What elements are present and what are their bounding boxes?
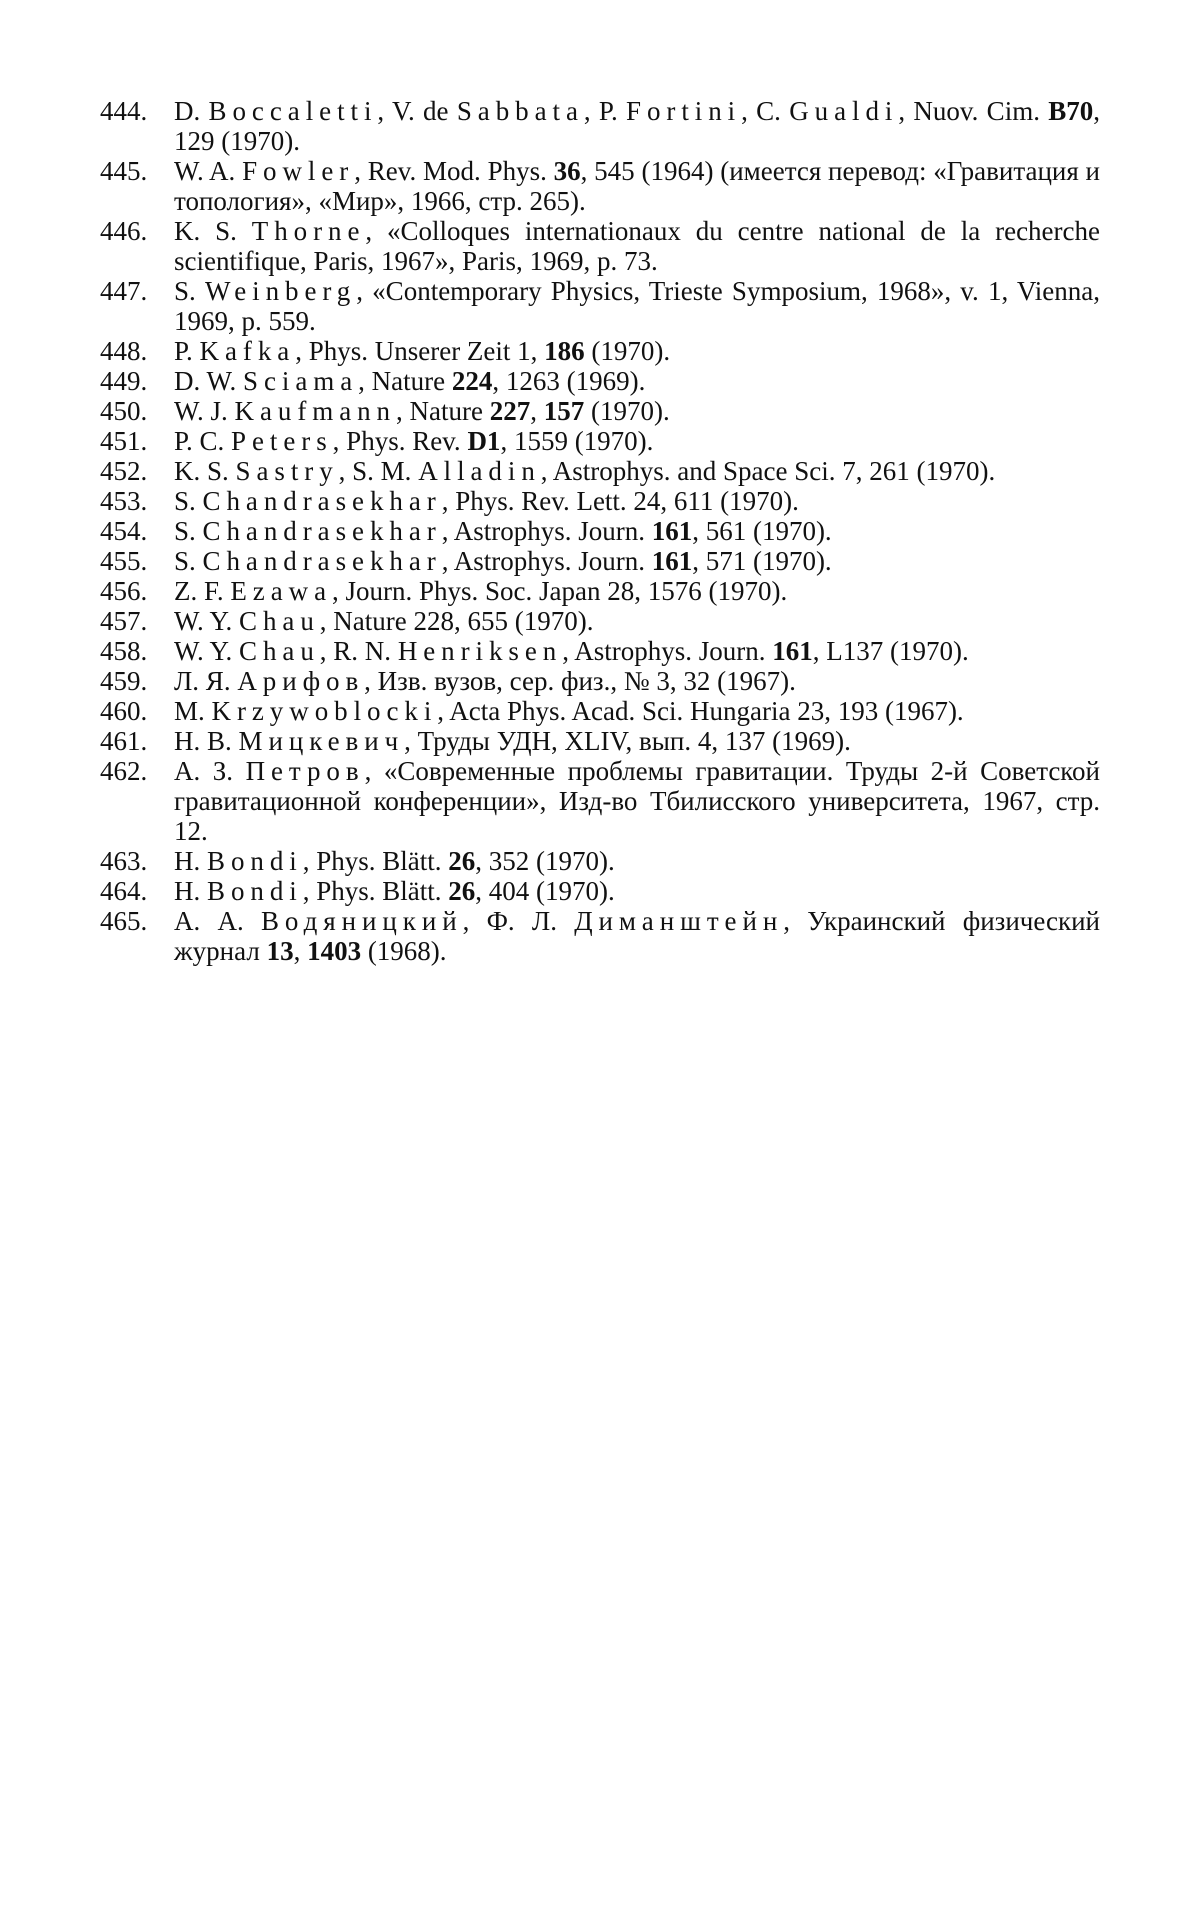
reference-entry (100, 666, 1100, 696)
reference-number: 449. (100, 366, 148, 396)
citation-text: , Acta Phys. Acad. Sci. Hungaria 23, 193 (1967). (437, 696, 964, 726)
author-surname: Fortini (626, 96, 742, 126)
reference-number: 463. (100, 846, 148, 876)
author-surname: Chandrasekhar (202, 546, 442, 576)
citation-text: А. А. (174, 906, 261, 936)
citation-text: , 1263 (1969). (492, 366, 646, 396)
reference-entry (100, 486, 1100, 516)
citation-text: , 404 (1970). (475, 876, 615, 906)
volume-number: 1403 (307, 936, 362, 966)
reference-entry (100, 906, 1100, 966)
author-surname: Диманштейн (574, 906, 784, 936)
author-surname: Krzywoblocki (211, 696, 438, 726)
citation-text: , Ф. Л. (462, 906, 575, 936)
citation-text: (1970). (584, 396, 670, 426)
citation-text: M. (174, 696, 212, 726)
volume-number: D1 (467, 426, 501, 456)
reference-entry (100, 396, 1100, 426)
author-surname: Chau (239, 636, 320, 666)
citation-text: S. (174, 516, 203, 546)
citation-text: , Nature 228, 655 (1970). (319, 606, 594, 636)
reference-number: 457. (100, 606, 148, 636)
citation-text: , Astrophys. and Space Sci. 7, 261 (1970). (540, 456, 996, 486)
volume-number: 224 (451, 366, 493, 396)
volume-number: B70 (1048, 96, 1094, 126)
author-surname: Sabbata (456, 96, 584, 126)
reference-number: 459. (100, 666, 148, 696)
reference-entry (100, 546, 1100, 576)
citation-text: , Astrophys. Journ. (441, 516, 652, 546)
citation-text: , Astrophys. Journ. (562, 636, 773, 666)
citation-text: W. Y. (174, 636, 240, 666)
reference-entry (100, 426, 1100, 456)
author-surname: Мицкевич (238, 726, 405, 756)
reference-entry (100, 636, 1100, 666)
reference-number: 452. (100, 456, 148, 486)
citation-text: S. (174, 276, 205, 306)
citation-text: , 561 (1970). (692, 516, 832, 546)
citation-text: , Изв. вузов, сер. физ., № 3, 32 (1967). (364, 666, 796, 696)
volume-number: 157 (543, 396, 585, 426)
reference-entry (100, 756, 1100, 846)
citation-text: , «Colloques internationaux du centre national de la recherche scientifique, Paris, 1967», Paris, 1969, p. 73. (174, 216, 1100, 276)
reference-number: 464. (100, 876, 148, 906)
citation-text: , Astrophys. Journ. (441, 546, 652, 576)
reference-number: 448. (100, 336, 148, 366)
reference-entry (100, 456, 1100, 486)
reference-number: 456. (100, 576, 148, 606)
citation-text: , (530, 396, 544, 426)
citation-text: (1968). (361, 936, 447, 966)
author-surname: Gualdi (789, 96, 899, 126)
citation-text: , C. (741, 96, 790, 126)
author-surname: Sastry (235, 456, 339, 486)
citation-text: D. (174, 96, 209, 126)
citation-text: (1970). (584, 336, 671, 366)
citation-text: , 352 (1970). (475, 846, 615, 876)
citation-text: Н. В. (174, 726, 239, 756)
volume-number: 36 (553, 156, 581, 186)
author-surname: Henriksen (397, 636, 563, 666)
reference-number: 458. (100, 636, 148, 666)
citation-text: Z. F. (174, 576, 231, 606)
volume-number: 161 (651, 546, 693, 576)
citation-text: , Nature (396, 396, 490, 426)
citation-text: , S. M. (338, 456, 419, 486)
citation-text: , Труды УДН, XLIV, вып. 4, 137 (1969). (404, 726, 851, 756)
citation-text: , 571 (1970). (692, 546, 832, 576)
reference-number: 447. (100, 276, 148, 306)
reference-entry (100, 216, 1100, 276)
reference-list (100, 96, 1100, 966)
author-surname: Bondi (207, 876, 303, 906)
volume-number: 26 (448, 876, 476, 906)
author-surname: Alladin (418, 456, 541, 486)
citation-text: , Rev. Mod. Phys. (354, 156, 554, 186)
reference-entry (100, 846, 1100, 876)
citation-text: , 1559 (1970). (500, 426, 654, 456)
citation-text: , Nuov. Cim. (898, 96, 1049, 126)
reference-number: 450. (100, 396, 148, 426)
author-surname: Kafka (199, 336, 296, 366)
reference-entry (100, 516, 1100, 546)
citation-text: , V. de (377, 96, 457, 126)
reference-number: 460. (100, 696, 148, 726)
citation-text: W. J. (174, 396, 235, 426)
author-surname: Weinberg (204, 276, 357, 306)
citation-text: , Phys. Unserer Zeit 1, (295, 336, 545, 366)
citation-text: P. (174, 336, 200, 366)
reference-entry (100, 606, 1100, 636)
citation-text: K. S. (174, 456, 236, 486)
reference-number: 465. (100, 906, 148, 936)
author-surname: Арифов (237, 666, 365, 696)
author-surname: Chandrasekhar (202, 516, 442, 546)
author-surname: Chau (239, 606, 320, 636)
citation-text: , Украинский физический журнал (174, 906, 1100, 966)
reference-entry (100, 876, 1100, 906)
reference-number: 451. (100, 426, 148, 456)
author-surname: Петров (245, 756, 365, 786)
author-surname: Peters (231, 426, 333, 456)
citation-text: P. C. (174, 426, 232, 456)
author-surname: Chandrasekhar (202, 486, 442, 516)
reference-entry (100, 576, 1100, 606)
citation-text: H. (174, 876, 207, 906)
citation-text: , R. N. (319, 636, 398, 666)
citation-text: А. З. (174, 756, 246, 786)
volume-number: 161 (651, 516, 693, 546)
citation-text: D. W. (174, 366, 244, 396)
author-surname: Thorne (251, 216, 366, 246)
citation-text: , (293, 936, 308, 966)
reference-entry (100, 276, 1100, 336)
reference-number: 444. (100, 96, 148, 126)
citation-text: H. (174, 846, 207, 876)
author-surname: Fowler (242, 156, 355, 186)
citation-text: , Phys. Rev. (332, 426, 468, 456)
reference-number: 461. (100, 726, 148, 756)
reference-entry (100, 726, 1100, 756)
reference-number: 453. (100, 486, 148, 516)
citation-text: , Nature (358, 366, 452, 396)
author-surname: Bondi (207, 846, 303, 876)
author-surname: Kaufmann (234, 396, 396, 426)
author-surname: Sciama (243, 366, 359, 396)
volume-number: 161 (772, 636, 813, 666)
citation-text: , 545 (1964) (имеется перевод: «Гравитация и топология», «Мир», 1966, стр. 265). (174, 156, 1101, 216)
reference-number: 462. (100, 756, 148, 786)
reference-entry (100, 96, 1100, 156)
citation-text: , P. (583, 96, 626, 126)
citation-text: , «Contemporary Physics, Trieste Symposium, 1968», v. 1, Vienna, 1969, p. 559. (174, 276, 1100, 336)
reference-number: 445. (100, 156, 148, 186)
citation-text: , «Современные проблемы гравитации. Труды 2-й Советской гравитационной конференции», Изд-во Тбилисского университета, 1967, стр. 12. (174, 756, 1100, 846)
citation-text: , Journ. Phys. Soc. Japan 28, 1576 (1970). (332, 576, 788, 606)
citation-text: W. A. (174, 156, 243, 186)
author-surname: Boccaletti (208, 96, 378, 126)
volume-number: 13 (266, 936, 294, 966)
citation-text: W. Y. (174, 606, 240, 636)
volume-number: 26 (448, 846, 476, 876)
reference-entry (100, 696, 1100, 726)
reference-entry (100, 336, 1100, 366)
citation-text: S. (174, 546, 203, 576)
reference-number: 454. (100, 516, 148, 546)
citation-text: S. (174, 486, 203, 516)
author-surname: Водяницкий (260, 906, 463, 936)
citation-text: K. S. (174, 216, 252, 246)
citation-text: , L137 (1970). (812, 636, 969, 666)
citation-text: , 129 (1970). (174, 96, 1101, 156)
citation-text: , Phys. Rev. Lett. 24, 611 (1970). (441, 486, 799, 516)
reference-entry (100, 156, 1100, 216)
author-surname: Ezawa (230, 576, 333, 606)
volume-number: 227 (489, 396, 531, 426)
citation-text: , Phys. Blätt. (302, 846, 449, 876)
reference-number: 446. (100, 216, 148, 246)
citation-text: Л. Я. (174, 666, 238, 696)
volume-number: 186 (544, 336, 585, 366)
reference-number: 455. (100, 546, 148, 576)
citation-text: , Phys. Blätt. (302, 876, 449, 906)
reference-entry (100, 366, 1100, 396)
